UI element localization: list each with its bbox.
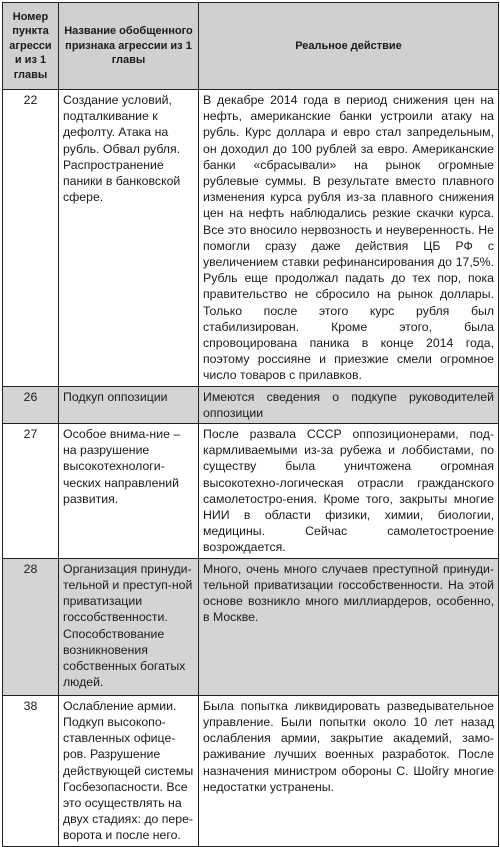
feature-name: Подкуп оппозиции: [59, 386, 199, 423]
item-number: 22: [3, 90, 59, 387]
header-row: [3, 3, 499, 90]
header-real-action: Реальное действие: [199, 3, 499, 90]
item-number: 38: [3, 695, 59, 846]
real-action: В декабре 2014 года в период снижения цен на нефть, американские банки устроили атаку на рубль. Курс доллара и евро стал запредельным, он доходил до 100 рублей за евро. Американские банки «сбрасывали» на рынок огромные рублевые суммы. В результате вместо плавного изменения курса рубля из-за плавного снижения цен на нефть наблюдались резкие скачки курса. Все это вносило нервозность и неуверенность. Не помогли сразу даже действия ЦБ РФ с увеличением ставки рефинансирования до 17,5%. Рубль еще продолжал падать до тех пор, пока правительство не сбросило на рынок доллары. Только после этого курс рубля был стабилизирован. Кроме этого, была спровоцирована паника в конце 2014 года, поэтому россияне и приезжие смели огромное число товаров с прилавков.: [199, 90, 499, 387]
aggression-table: [2, 2, 499, 847]
table-row: [3, 386, 499, 423]
item-number: 27: [3, 424, 59, 559]
feature-name: Создание условий, подталкивание к дефолту. Атака на рубль. Обвал рубля. Распространение паники в банковской сфере.: [59, 90, 199, 387]
real-action: Была попытка ликвидировать разведывательное управление. Были попытки около 10 лет назад ослабления армии, закрытие академий, замо-раживание лучших военных разработок. После назначения министром обороны С. Шойгу многие недостатки устранены.: [199, 695, 499, 846]
real-action: Имеются сведения о подкупе руководителей оппозиции: [199, 386, 499, 423]
real-action: Много, очень много случаев преступной принуди-тельной приватизации госсобственности. На этой основе возникло много миллиардеров, особенно, в Москве.: [199, 558, 499, 695]
table-body: [3, 90, 499, 847]
feature-name: Организация принуди-тельной и преступ-ной приватизации госсобственности. Способствование возникновения собственных богатых людей.: [59, 558, 199, 695]
table-row: [3, 90, 499, 387]
table-row: [3, 695, 499, 846]
table-row: [3, 558, 499, 695]
header-feature-name: Название обобщенного признака агрессии из 1 главы: [59, 3, 199, 90]
feature-name: Ослабление армии. Подкуп высокопо-ставленных офице-ров. Разрушение действующей системы Госбезопасности. Все это осуществлять на двух стадиях: до пере-ворота и после него.: [59, 695, 199, 846]
real-action: После развала СССР оппозиционерами, под-кармливаемыми из-за рубежа и лоббистами, по существу была уничтожена огромная высокотехно-логическая отрасли гражданского самолетостро-ения. Кроме того, закрыты многие НИИ в области физики, химии, биологии, медицины. Сейчас самолетостроение возрождается.: [199, 424, 499, 559]
feature-name: Особое внима-ние – на разрушение высокотехнологи-ческих направлений развития.: [59, 424, 199, 559]
table-header: [3, 3, 499, 90]
header-item-number: Номер пункта агрессии из 1 главы: [3, 3, 59, 90]
item-number: 28: [3, 558, 59, 695]
table-row: [3, 424, 499, 559]
item-number: 26: [3, 386, 59, 423]
